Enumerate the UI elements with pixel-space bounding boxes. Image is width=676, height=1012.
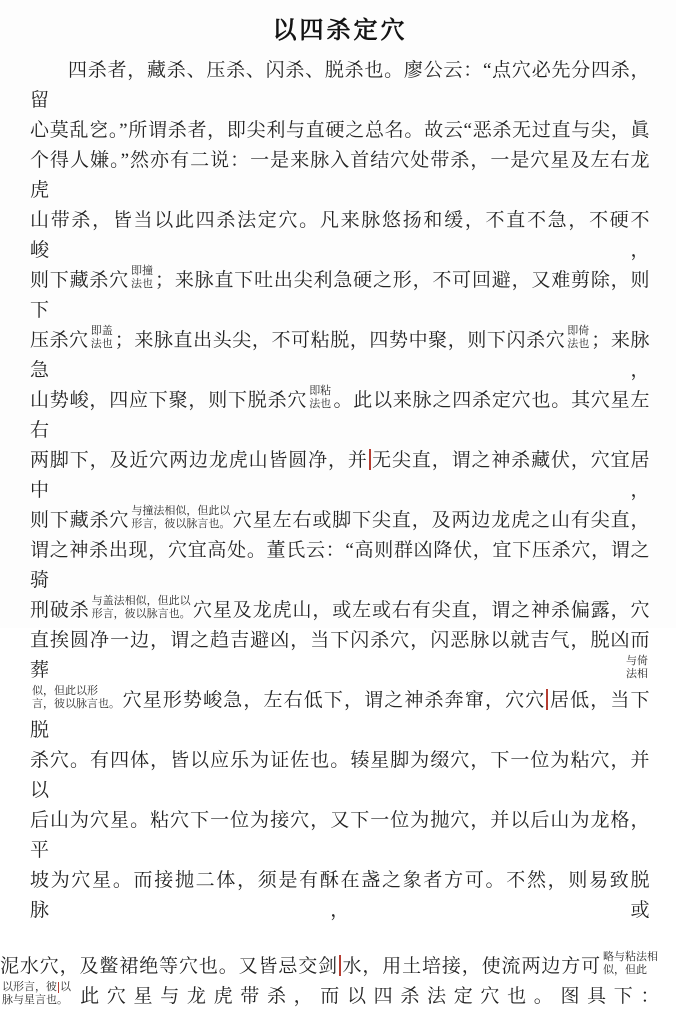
text-run: ；来脉急，	[30, 330, 650, 381]
text-run: 似，但此	[602, 963, 647, 976]
text-run: 以形言，彼	[2, 980, 57, 993]
text-run: 即撞	[131, 264, 154, 277]
text-run: 与倚	[626, 654, 648, 667]
text-run: 脉与星言也。	[2, 993, 68, 1006]
text-line	[30, 746, 650, 806]
text-line	[30, 206, 650, 266]
text-line	[30, 116, 650, 146]
text-run: 坡为穴星。而接抛二体，须是有酥在盏之象者方可。不然，则易致脱脉，或	[30, 870, 650, 921]
text-line	[30, 536, 650, 596]
interlinear-note	[309, 385, 331, 411]
text-run: 与盖法相似，但此以	[91, 594, 191, 607]
red-mark	[339, 955, 341, 976]
text-run: 法相	[626, 667, 648, 680]
text-line	[30, 596, 650, 626]
text-line	[30, 686, 650, 746]
text-run: 形言，彼以脉言也。	[91, 607, 191, 620]
text-line	[30, 326, 650, 386]
red-mark	[369, 449, 371, 470]
text-run: 直挨圆净一边，谓之趋吉避凶，当下闪杀穴，闪恶脉以就吉气，脱凶而葬	[30, 630, 650, 681]
text-run: 与撞法相似，但此以	[131, 504, 231, 517]
interlinear-note	[626, 655, 648, 681]
text-line	[30, 146, 650, 206]
text-run: 略与粘法相	[602, 950, 658, 963]
red-mark	[546, 689, 548, 710]
text-run: 穴星及龙虎山，或左或右有尖直，谓之神杀偏露，穴	[192, 600, 650, 621]
text-run: 言，彼以脉言也。	[32, 697, 120, 710]
text-run: 法也	[309, 397, 332, 410]
text-run: 。此以来脉之四杀定穴也。其穴星左右	[30, 390, 650, 441]
text-run: 居低，当下脱	[30, 690, 650, 741]
text-line	[30, 266, 650, 326]
interlinear-note	[2, 981, 71, 1007]
text-line	[0, 982, 660, 1012]
text-run: 此穴星与龙虎带杀，而以四杀法定穴也。图具下：	[73, 986, 660, 1007]
text-run: 杀穴。有四体，皆以应乐为证佐也。辏星脚为缀穴，下一位为粘穴，并以	[30, 750, 650, 801]
text-run: 山带杀，皆当以此四杀法定穴。凡来脉悠扬和缓，不直不急，不硬不峻，	[30, 210, 650, 261]
text-run: 个得人嫌。”然亦有二说：一是来脉入首结穴处带杀，一是穴星及左右龙虎	[30, 150, 650, 201]
text-line	[30, 626, 650, 686]
interlinear-note	[131, 505, 230, 531]
text-run: 四杀者，藏杀、压杀、闪杀、脱杀也。廖公云：“点穴必先分四杀，留	[30, 60, 650, 111]
text-run: 两脚下，及近穴两边龙虎山皆圆净，并	[30, 450, 368, 471]
text-run: 则下藏杀穴	[30, 270, 130, 291]
text-run: 即盖	[90, 324, 113, 337]
text-body	[0, 56, 660, 1012]
text-run: 穴星形势峻急，左右低下，谓之神杀奔窜，穴穴	[122, 690, 546, 711]
text-run: 则下藏杀穴	[30, 510, 130, 531]
interlinear-note	[603, 951, 658, 977]
text-run: 压杀穴	[30, 330, 89, 351]
text-run: 无尖直，谓之神杀藏伏，穴宜居中，	[30, 450, 650, 501]
text-line	[30, 386, 650, 446]
text-run: 刑破杀	[30, 600, 90, 621]
text-run: 法也	[131, 277, 154, 290]
text-run: ；来脉直出头尖，不可粘脱，四势中聚，则下闪杀穴	[114, 330, 566, 351]
text-line	[30, 866, 650, 926]
text-run: ；来脉直下吐出尖利急硬之形，不可回避，又难剪除，则下	[30, 270, 650, 321]
interlinear-note	[131, 265, 153, 291]
text-line	[30, 446, 650, 506]
text-run: 似，但此以形	[32, 684, 98, 697]
text-line	[0, 952, 660, 982]
text-run: 穴星左右或脚下尖直，及两边龙虎之山有尖直，	[232, 510, 650, 531]
text-line	[30, 806, 650, 866]
text-run: 山势峻，四应下聚，则下脱杀穴	[30, 390, 308, 411]
text-run: 水，用土培接，使流两边方可	[342, 956, 601, 977]
text-line	[30, 506, 650, 536]
text-run: 谓之神杀出现，穴宜高处。董氏云：“高则群凶降伏，宜下压杀穴，谓之骑	[30, 540, 650, 591]
page-title: 以四杀定穴	[272, 18, 408, 44]
text-run: 后山为穴星。粘穴下一位为接穴，又下一位为抛穴，并以后山为龙格，平	[30, 810, 650, 861]
interlinear-note	[92, 595, 191, 621]
interlinear-note	[32, 685, 120, 711]
text-run: 法也	[90, 337, 113, 350]
text-run: 即倚	[567, 324, 590, 337]
text-run: 心莫乱穵。”所谓杀者，即尖利与直硬之总名。故云“恶杀无过直与尖，眞	[30, 120, 650, 141]
text-run: 以	[60, 980, 71, 993]
text-run: 法也	[567, 337, 590, 350]
text-run: 泥水穴，及鳖裙绝等穴也。又皆忌交剑	[0, 956, 339, 977]
text-line	[30, 56, 650, 116]
red-mark	[58, 982, 59, 993]
interlinear-note	[91, 325, 113, 351]
interlinear-note	[567, 325, 589, 351]
text-run: 即粘	[309, 384, 332, 397]
text-run: 形言，彼以脉言也。	[131, 517, 231, 530]
